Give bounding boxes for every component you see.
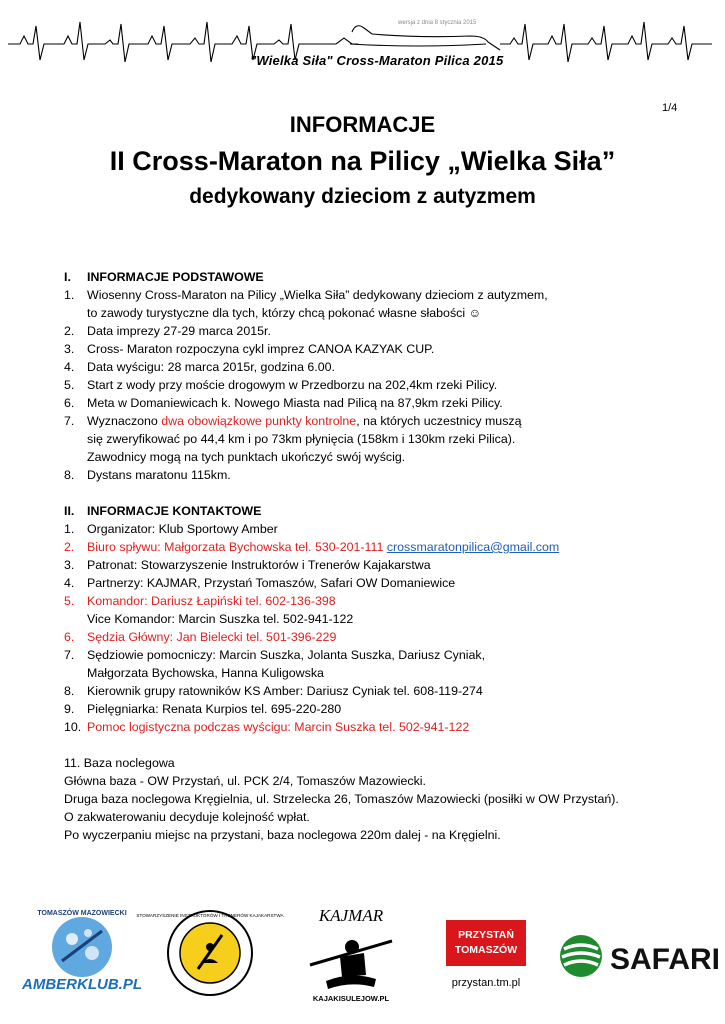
paragraph-line: Po wyczerpaniu miejsc na przystani, baza noclegowa 220m dalej - na Kręgielni. bbox=[64, 828, 501, 842]
list-item-continuation: Zawodnicy mogą na tych punktach ukończyć swój wyścig. bbox=[87, 450, 406, 464]
przystan-line2: TOMASZÓW bbox=[454, 944, 518, 956]
list-item-continuation: Małgorzata Bychowska, Hanna Kuligowska bbox=[87, 666, 324, 680]
list-item-continuation: Vice Komandor: Marcin Suszka tel. 502-941-122 bbox=[87, 612, 354, 626]
sponsor-logos bbox=[0, 895, 725, 1005]
title-block bbox=[0, 110, 725, 212]
paragraph-line: O zakwaterowaniu decyduje kolejność wpłat. bbox=[64, 810, 310, 824]
list-item-continuation: się zweryfikować po 44,4 km i po 73km płynięcia (158km i 130km rzeki Pilica). bbox=[87, 432, 516, 446]
title-informacje: INFORMACJE bbox=[289, 112, 436, 137]
list-item: 3. Cross- Maraton rozpoczyna cykl imprez CANOA KAZYAK CUP. bbox=[64, 342, 435, 356]
przystan-logo bbox=[446, 920, 526, 966]
email-link[interactable]: crossmaratonpilica@gmail.com bbox=[386, 540, 560, 554]
paragraph-line: Główna baza - OW Przystań, ul. PCK 2/4, Tomaszów Mazowiecki. bbox=[64, 774, 426, 788]
amberklub-logo bbox=[22, 903, 142, 995]
list-item: 6. Meta w Domaniewicach k. Nowego Miasta nad Pilicą na 87,9km rzeki Pilicy. bbox=[64, 396, 503, 410]
list-item: 4. Data wyścigu: 28 marca 2015r, godzina 6.00. bbox=[64, 360, 335, 374]
amberklub-main-text: AMBERKLUB.PL bbox=[22, 976, 142, 993]
sitk-ring-text: STOWARZYSZENIE INSTRUKTORÓW I TRENERÓW KAJAKARSTWA bbox=[136, 913, 284, 918]
list-item: 2. Biuro spływu: Małgorzata Bychowska tel. 530-201-111 crossmaratonpilica@gmail.com bbox=[64, 540, 560, 554]
title-subtitle: dedykowany dzieciom z autyzmem bbox=[189, 185, 536, 208]
safari-logo bbox=[558, 929, 721, 983]
list-item-continuation: to zawody turystyczne dla tych, którzy chcą pokonać własne słabości ☺ bbox=[87, 306, 482, 320]
sitk-logo bbox=[136, 907, 284, 999]
list-item: 1. Wiosenny Cross-Maraton na Pilicy „Wielka Siła” dedykowany dzieciom z autyzmem, bbox=[64, 288, 548, 302]
kajmar-title: KAJMAR bbox=[318, 906, 384, 925]
przystan-url: przystan.tm.pl bbox=[451, 977, 521, 989]
list-item: 5. Komandor: Dariusz Łapiński tel. 602-136-398 bbox=[64, 594, 336, 608]
page-header bbox=[0, 0, 725, 80]
amberklub-top-text: TOMASZÓW MAZOWIECKI bbox=[37, 910, 127, 917]
checkpoints-highlight: dwa obowiązkowe punkty kontrolne bbox=[161, 414, 357, 428]
przystan-line1: PRZYSTAŃ bbox=[458, 929, 514, 941]
page-number: 1/4 bbox=[662, 102, 678, 114]
safari-text: SAFARI bbox=[610, 943, 721, 976]
list-item: 7. Sędziowie pomocniczy: Marcin Suszka, Jolanta Suszka, Dariusz Cyniak, bbox=[64, 648, 486, 662]
list-item: 8. Kierownik grupy ratowników KS Amber: Dariusz Cyniak tel. 608-119-274 bbox=[64, 684, 483, 698]
list-item: 7. Wyznaczono dwa obowiązkowe punkty kontrolne, na których uczestnicy muszą bbox=[64, 414, 522, 428]
paragraph-line: Druga baza noclegowa Kręgielnia, ul. Strzelecka 26, Tomaszów Mazowiecki (posiłki w OW Przystań). bbox=[64, 792, 619, 806]
section-2-heading: II. INFORMACJE KONTAKTOWE bbox=[64, 504, 262, 518]
list-item: 5. Start z wody przy moście drogowym w Przedborzu na 202,4km rzeki Pilicy. bbox=[64, 378, 498, 392]
accommodation-heading: 11. Baza noclegowa bbox=[64, 756, 175, 770]
kajmar-logo bbox=[296, 901, 406, 1005]
list-item: 10. Pomoc logistyczna podczas wyścigu: Marcin Suszka tel. 502-941-122 bbox=[64, 720, 470, 734]
list-item: 2. Data imprezy 27-29 marca 2015r. bbox=[64, 324, 271, 338]
title-event: II Cross-Maraton na Pilicy „Wielka Siła” bbox=[109, 146, 616, 176]
header-title: "Wielka Siła" Cross-Maraton Pilica 2015 bbox=[250, 53, 504, 68]
section-1-heading: I. INFORMACJE PODSTAWOWE bbox=[64, 270, 264, 284]
list-item: 1. Organizator: Klub Sportowy Amber bbox=[64, 522, 278, 536]
list-item: 6. Sędzia Główny: Jan Bielecki tel. 501-396-229 bbox=[64, 630, 337, 644]
version-note: wersja z dnia 8 stycznia 2015 bbox=[398, 20, 477, 26]
kajmar-url: KAJAKISULEJOW.PL bbox=[312, 994, 390, 1003]
list-item: 9. Pielęgniarka: Renata Kurpios tel. 695-220-280 bbox=[64, 702, 342, 716]
list-item: 8. Dystans maratonu 115km. bbox=[64, 468, 231, 482]
document-body bbox=[64, 268, 684, 844]
list-item: 4. Partnerzy: KAJMAR, Przystań Tomaszów, Safari OW Domaniewice bbox=[64, 576, 456, 590]
list-item: 3. Patronat: Stowarzyszenie Instruktorów i Trenerów Kajakarstwa bbox=[64, 558, 431, 572]
